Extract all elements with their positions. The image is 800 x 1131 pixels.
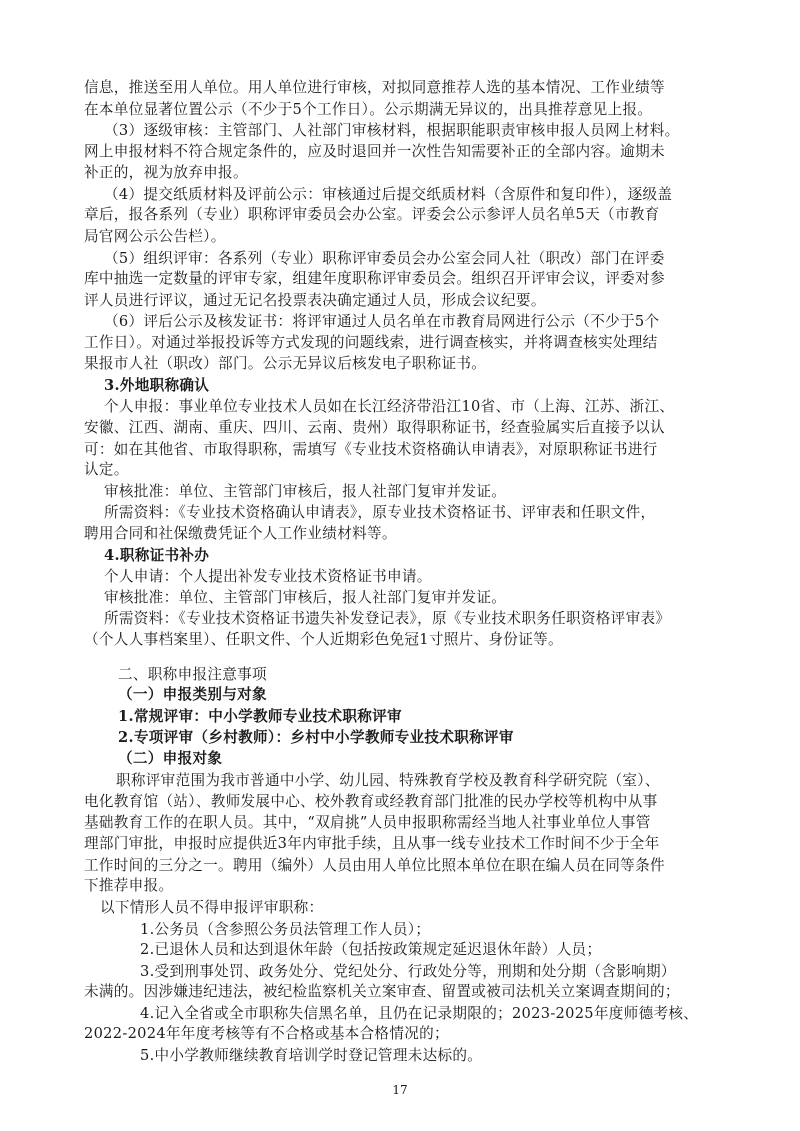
text-line: 个人申报：事业单位专业技术人员如在长江经济带沿江10省、市（上海、江苏、浙江、 xyxy=(104,397,675,415)
text-line: （6）评后公示及核发证书：将评审通过人员名单在市教育局网进行公示（不少于5个 xyxy=(104,313,660,331)
text-line: 2.已退休人员和达到退休年龄（包括按政策规定延迟退休年龄）人员； xyxy=(140,941,602,959)
text-line: 果报市人社（职改）部门。公示无异议后核发电子职称证书。 xyxy=(84,355,487,373)
text-line: 可：如在其他省、市取得职称，需填写《专业技术资格确认申请表》，对原职称证书进行 xyxy=(84,440,658,458)
text-line: 下推荐申报。 xyxy=(84,877,174,895)
text-line: 3.外地职称确认 xyxy=(104,377,210,394)
text-line: 2022-2024年年度考核等有不合格或基本合格情况的； xyxy=(84,1025,449,1043)
text-line: 2.专项评审（乡村教师）：乡村中小学教师专业技术职称评审 xyxy=(118,729,514,747)
text-line: （个人人事档案里）、任职文件、个人近期彩色免冠1寸照片、身份证等。 xyxy=(84,630,563,648)
text-line: 评人员进行评议，通过无记名投票表决确定通过人员，形成会议纪要。 xyxy=(84,291,546,309)
text-line: 二、职称申报注意事项 xyxy=(118,665,267,683)
text-line: 补正的，视为放弃申报。 xyxy=(84,164,248,182)
text-line: （4）提交纸质材料及评前公示：审核通过后提交纸质材料（含原件和复印件），逐级盖 xyxy=(104,185,673,203)
text-line: 章后，报各系列（专业）职称评审委员会办公室。评委会公示参评人员名单5天（市教育 xyxy=(84,206,660,224)
text-line: 工作时间的三分之一。聘用（编外）人员由用人单位比照本单位在职在编人员在同等条件 xyxy=(84,856,665,874)
text-line: 职称评审范围为我市普通中小学、幼儿园、特殊教育学校及教育科学研究院（室）、 xyxy=(116,771,660,789)
text-line: 安徽、江西、湖南、重庆、四川、云南、贵州）取得职称证书，经查验属实后直接予以认 xyxy=(84,419,665,437)
text-line: （二）申报对象 xyxy=(118,749,223,767)
text-line: 电化教育馆（站）、教师发展中心、校外教育或经教育部门批准的民办学校等机构中从事 xyxy=(84,793,658,811)
text-line: 局官网公示公告栏）。 xyxy=(84,228,226,245)
text-line: 在本单位显著位置公示（不少于5个工作日）。公示期满无异议的，出具推荐意见上报。 xyxy=(84,100,653,118)
text-line: 理部门审批，申报时应提供近3年内审批手续，且从事一线专业技术工作时间不少于全年 xyxy=(84,835,660,853)
text-line: 以下情形人员不得申报评审职称： xyxy=(100,898,324,916)
text-line: 审核批准：单位、主管部门审核后，报人社部门复审并发证。 xyxy=(104,482,507,500)
text-line: 个人申请：个人提出补发专业技术资格证书申请。 xyxy=(104,568,432,586)
text-line: 5.中小学教师继续教育培训学时登记管理未达标的。 xyxy=(140,1047,483,1064)
text-line: 1.常规评审：中小学教师专业技术职称评审 xyxy=(118,707,402,725)
text-line: （3）逐级审核：主管部门、人社部门审核材料，根据职能职责审核申报人员网上材料。 xyxy=(104,122,680,140)
text-line: 4.职称证书补办 xyxy=(104,546,210,564)
text-line: 聘用合同和社保缴费凭证个人工作业绩材料等。 xyxy=(84,525,397,542)
text-line: 审核批准：单位、主管部门审核后，报人社部门复审并发证。 xyxy=(104,588,507,606)
text-line: 工作日）。对通过举报投诉等方式发现的问题线索，进行调查核实，并将调查核实处理结 xyxy=(84,333,658,351)
text-line: 所需资料：《专业技术资格证书遗失补发登记表》，原《专业技术职务任职资格评审表》 xyxy=(104,610,671,628)
text-line: 所需资料：《专业技术资格确认申请表》，原专业技术资格证书、评审表和任职文件， xyxy=(104,504,656,522)
text-line: 基础教育工作的在职人员。其中，“双肩挑”人员申报职称需经当地人社事业单位人事管 xyxy=(84,813,651,831)
text-line: 1.公务员（含参照公务员法管理工作人员）； xyxy=(140,920,431,938)
text-line: 未满的。因涉嫌违纪违法，被纪检监察机关立案审查、留置或被司法机关立案调查期间的； xyxy=(84,983,680,1001)
text-line: （5）组织评审：各系列（专业）职称评审委员会办公室会同人社（职改）部门在评委 xyxy=(104,249,665,267)
text-line: 信息，推送至用人单位。用人单位进行审核，对拟同意推荐人选的基本情况、工作业绩等 xyxy=(84,79,665,96)
text-line: 4.记入全省或全市职称失信黑名单，且仍在记录期限的；2023-2025年度师德考核、 xyxy=(140,1004,699,1022)
text-line: 库中抽选一定数量的评审专家，组建年度职称评审委员会。组织召开评审会议，评委对参 xyxy=(84,270,665,288)
text-line: 网上申报材料不符合规定条件的，应及时退回并一次性告知需要补正的全部内容。逾期未 xyxy=(84,142,665,160)
text-line: （一）申报类别与对象 xyxy=(118,686,267,704)
text-line: 认定。 xyxy=(84,461,129,479)
page-number: 17 xyxy=(392,1083,408,1097)
text-line: 3.受到刑事处罚、政务处分、党纪处分、行政处分等，刑期和处分期（含影响期） xyxy=(140,962,676,980)
